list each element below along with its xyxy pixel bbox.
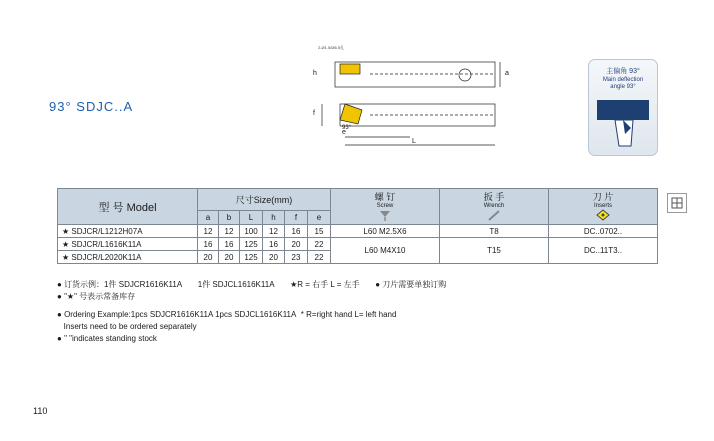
model-header: 型 号 Model bbox=[58, 189, 198, 225]
dim-a-label: a bbox=[505, 70, 509, 77]
f-cell: 16 bbox=[285, 225, 308, 238]
angle-cn-label: 主偏角 93° bbox=[606, 68, 640, 75]
e-cell: 22 bbox=[308, 251, 331, 264]
note-order-en: ● Ordering Example:1pcs SDJCR1616K11A 1pcs SDJCL1616K11A * R=right hand L= left hand bbox=[57, 310, 397, 319]
inserts-header: 刀 片 Inserts bbox=[549, 189, 658, 225]
angle-en-line2: angle 93° bbox=[610, 84, 636, 90]
model-cell: ★ SDJCR/L1616K11A bbox=[58, 238, 198, 251]
h-cell: 12 bbox=[263, 225, 285, 238]
h-cell: 20 bbox=[263, 251, 285, 264]
l-cell: 100 bbox=[240, 225, 263, 238]
note-stock-cn: ● "★" 号表示常备库存 bbox=[57, 292, 136, 301]
col-l: L bbox=[240, 211, 263, 225]
insert-cell: DC..0702.. bbox=[549, 225, 658, 238]
angle-diagram bbox=[595, 98, 651, 150]
screw-icon bbox=[378, 209, 392, 221]
angle-en-line1: Main deflection bbox=[602, 77, 644, 83]
l-cell: 125 bbox=[240, 238, 263, 251]
f-cell: 20 bbox=[285, 238, 308, 251]
a-cell: 12 bbox=[198, 225, 219, 238]
screw-header: 螺 钉 Screw bbox=[331, 189, 440, 225]
screw-cell: L60 M2.5X6 bbox=[331, 225, 440, 238]
deflection-angle-card bbox=[588, 59, 658, 156]
note-inserts-en: Inserts need to be ordered separately bbox=[63, 322, 197, 331]
col-f: f bbox=[285, 211, 308, 225]
col-e: e bbox=[308, 211, 331, 225]
insert-icon bbox=[595, 209, 611, 221]
notes-en bbox=[57, 310, 396, 346]
model-cell: ★ SDJCR/L2020K11A bbox=[58, 251, 198, 264]
dim-f-label: f bbox=[313, 110, 315, 117]
b-cell: 12 bbox=[219, 225, 240, 238]
page-number: 110 bbox=[33, 406, 48, 416]
tool-holder-drawing bbox=[300, 52, 525, 152]
note-stock-en: ● " "indicates standing stock bbox=[57, 334, 157, 343]
col-h: h bbox=[263, 211, 285, 225]
wrench-cell: T8 bbox=[440, 225, 549, 238]
angle-label: 93° bbox=[342, 125, 352, 131]
l-cell: 125 bbox=[240, 251, 263, 264]
wrench-icon bbox=[487, 209, 501, 221]
e-cell: 22 bbox=[308, 238, 331, 251]
section-title: 93° SDJC..A bbox=[49, 99, 134, 114]
size-header: 尺寸Size(mm) bbox=[198, 189, 331, 211]
b-cell: 16 bbox=[219, 238, 240, 251]
wrench-cell: T15 bbox=[440, 238, 549, 264]
dim-e-label: e bbox=[342, 129, 346, 136]
table-row bbox=[58, 238, 658, 251]
spec-table bbox=[57, 188, 658, 264]
dim-l-label: L bbox=[412, 138, 416, 145]
col-a: a bbox=[198, 211, 219, 225]
insert-cell: DC..11T3.. bbox=[549, 238, 658, 264]
notes-cn bbox=[57, 279, 446, 303]
a-cell: 20 bbox=[198, 251, 219, 264]
b-cell: 20 bbox=[219, 251, 240, 264]
dim-h-label: h bbox=[313, 70, 317, 77]
a-cell: 16 bbox=[198, 238, 219, 251]
table-row bbox=[58, 225, 658, 238]
col-b: b bbox=[219, 211, 240, 225]
wrench-header: 扳 手 Wrench bbox=[440, 189, 549, 225]
model-cell: ★ SDJCR/L1212H07A bbox=[58, 225, 198, 238]
f-cell: 23 bbox=[285, 251, 308, 264]
screw-cell: L60 M4X10 bbox=[331, 238, 440, 264]
grid-view-icon[interactable] bbox=[667, 193, 687, 213]
note-order-cn: ● 订货示例：1件 SDJCR1616K11A 1件 SDJCL1616K11A ★R = 右手 L = 左手 ● 刀片需要单独订购 bbox=[57, 280, 447, 289]
drawing-ref-note: 2-Ø1.5/Ø6.5孔 bbox=[318, 45, 345, 50]
e-cell: 15 bbox=[308, 225, 331, 238]
h-cell: 16 bbox=[263, 238, 285, 251]
